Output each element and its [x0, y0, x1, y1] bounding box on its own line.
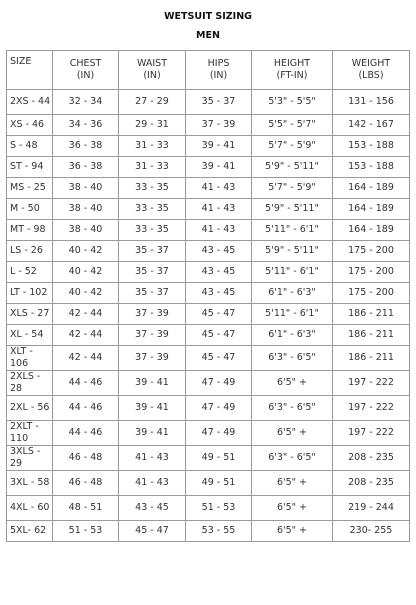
hips-cell: 47 - 49: [186, 421, 252, 446]
table-row: [7, 136, 410, 157]
height-cell: 6'5" +: [252, 371, 333, 396]
size-cell: LS - 26: [7, 241, 53, 262]
table-row: [7, 115, 410, 136]
table-row: [7, 199, 410, 220]
weight-cell: 186 - 211: [333, 325, 410, 346]
weight-cell: 142 - 167: [333, 115, 410, 136]
hips-cell: 47 - 49: [186, 396, 252, 421]
size-cell: S - 48: [7, 136, 53, 157]
waist-cell: 45 - 47: [119, 521, 186, 542]
height-cell: 6'1" - 6'3": [252, 325, 333, 346]
table-row: [7, 283, 410, 304]
size-cell: 2XL - 56: [7, 396, 53, 421]
hips-cell: 45 - 47: [186, 346, 252, 371]
hips-cell: 43 - 45: [186, 262, 252, 283]
size-cell: MS - 25: [7, 178, 53, 199]
header-hips-label: HIPS: [207, 58, 230, 69]
waist-cell: 31 - 33: [119, 136, 186, 157]
size-cell: LT - 102: [7, 283, 53, 304]
chest-cell: 38 - 40: [53, 199, 119, 220]
chest-cell: 34 - 36: [53, 115, 119, 136]
height-cell: 6'1" - 6'3": [252, 283, 333, 304]
hips-cell: 37 - 39: [186, 115, 252, 136]
hips-cell: 53 - 55: [186, 521, 252, 542]
table-row: [7, 346, 410, 371]
height-cell: 6'5" +: [252, 521, 333, 542]
weight-cell: 219 - 244: [333, 496, 410, 521]
waist-cell: 39 - 41: [119, 421, 186, 446]
table-body: [7, 90, 410, 542]
size-cell: 3XL - 58: [7, 471, 53, 496]
hips-cell: 41 - 43: [186, 220, 252, 241]
header-size: [7, 51, 53, 90]
hips-cell: 45 - 47: [186, 304, 252, 325]
size-cell: 2XS - 44: [7, 90, 53, 115]
weight-cell: 197 - 222: [333, 396, 410, 421]
waist-cell: 33 - 35: [119, 199, 186, 220]
table-row: [7, 157, 410, 178]
height-cell: 5'9" - 5'11": [252, 241, 333, 262]
weight-cell: 153 - 188: [333, 136, 410, 157]
table-header-row: [7, 51, 410, 90]
header-chest-unit: (IN): [76, 70, 95, 81]
chest-cell: 51 - 53: [53, 521, 119, 542]
chest-cell: 38 - 40: [53, 178, 119, 199]
hips-cell: 43 - 45: [186, 283, 252, 304]
size-cell: 2XLS - 28: [7, 371, 53, 396]
weight-cell: 164 - 189: [333, 199, 410, 220]
size-cell: M - 50: [7, 199, 53, 220]
hips-cell: 49 - 51: [186, 471, 252, 496]
waist-cell: 37 - 39: [119, 325, 186, 346]
table-row: [7, 90, 410, 115]
table-row: [7, 396, 410, 421]
height-cell: 5'3" - 5'5": [252, 90, 333, 115]
height-cell: 6'5" +: [252, 496, 333, 521]
height-cell: 5'11" - 6'1": [252, 220, 333, 241]
height-cell: 6'3" - 6'5": [252, 396, 333, 421]
header-weight-unit: (LBS): [358, 70, 384, 81]
table-row: [7, 521, 410, 542]
size-cell: ST - 94: [7, 157, 53, 178]
height-cell: 6'3" - 6'5": [252, 446, 333, 471]
size-cell: L - 52: [7, 262, 53, 283]
page-title: WETSUIT SIZING: [164, 11, 252, 22]
chest-cell: 40 - 42: [53, 262, 119, 283]
waist-cell: 35 - 37: [119, 262, 186, 283]
weight-cell: 175 - 200: [333, 262, 410, 283]
size-cell: 5XL- 62: [7, 521, 53, 542]
weight-cell: 208 - 235: [333, 446, 410, 471]
hips-cell: 39 - 41: [186, 136, 252, 157]
header-hips-unit: (IN): [209, 70, 228, 81]
table-row: [7, 325, 410, 346]
table-row: [7, 371, 410, 396]
chest-cell: 44 - 46: [53, 371, 119, 396]
weight-cell: 208 - 235: [333, 471, 410, 496]
table-row: [7, 220, 410, 241]
waist-cell: 39 - 41: [119, 396, 186, 421]
header-size-label: SIZE: [10, 56, 32, 67]
size-cell: 4XL - 60: [7, 496, 53, 521]
header-waist: [119, 51, 186, 90]
waist-cell: 41 - 43: [119, 446, 186, 471]
height-cell: 5'7" - 5'9": [252, 178, 333, 199]
height-cell: 6'5" +: [252, 421, 333, 446]
waist-cell: 33 - 35: [119, 178, 186, 199]
waist-cell: 31 - 33: [119, 157, 186, 178]
table-row: [7, 471, 410, 496]
chest-cell: 40 - 42: [53, 283, 119, 304]
chest-cell: 48 - 51: [53, 496, 119, 521]
waist-cell: 37 - 39: [119, 304, 186, 325]
hips-cell: 39 - 41: [186, 157, 252, 178]
size-cell: XLS - 27: [7, 304, 53, 325]
header-hips: [186, 51, 252, 90]
header-waist-label: WAIST: [136, 58, 167, 69]
chest-cell: 42 - 44: [53, 325, 119, 346]
waist-cell: 33 - 35: [119, 220, 186, 241]
hips-cell: 51 - 53: [186, 496, 252, 521]
weight-cell: 164 - 189: [333, 220, 410, 241]
height-cell: 5'11" - 6'1": [252, 262, 333, 283]
size-cell: MT - 98: [7, 220, 53, 241]
header-waist-unit: (IN): [143, 70, 161, 81]
waist-cell: 43 - 45: [119, 496, 186, 521]
hips-cell: 41 - 43: [186, 199, 252, 220]
table-row: [7, 421, 410, 446]
chest-cell: 38 - 40: [53, 220, 119, 241]
hips-cell: 45 - 47: [186, 325, 252, 346]
height-cell: 5'5" - 5'7": [252, 115, 333, 136]
weight-cell: 186 - 211: [333, 304, 410, 325]
header-weight: [333, 51, 410, 90]
header-height-unit: (FT-IN): [276, 70, 308, 81]
height-cell: 5'9" - 5'11": [252, 199, 333, 220]
size-cell: 2XLT - 110: [7, 421, 53, 446]
hips-cell: 49 - 51: [186, 446, 252, 471]
chest-cell: 40 - 42: [53, 241, 119, 262]
table-row: [7, 241, 410, 262]
hips-cell: 43 - 45: [186, 241, 252, 262]
weight-cell: 164 - 189: [333, 178, 410, 199]
height-cell: 5'9" - 5'11": [252, 157, 333, 178]
weight-cell: 197 - 222: [333, 371, 410, 396]
waist-cell: 29 - 31: [119, 115, 186, 136]
waist-cell: 27 - 29: [119, 90, 186, 115]
sizing-table: [6, 50, 410, 542]
table-row: [7, 446, 410, 471]
weight-cell: 230- 255: [333, 521, 410, 542]
hips-cell: 41 - 43: [186, 178, 252, 199]
header-weight-label: WEIGHT: [351, 58, 391, 69]
height-cell: 6'3" - 6'5": [252, 346, 333, 371]
header-height: [252, 51, 333, 90]
weight-cell: 131 - 156: [333, 90, 410, 115]
height-cell: 6'5" +: [252, 471, 333, 496]
waist-cell: 35 - 37: [119, 241, 186, 262]
weight-cell: 175 - 200: [333, 283, 410, 304]
hips-cell: 35 - 37: [186, 90, 252, 115]
weight-cell: 175 - 200: [333, 241, 410, 262]
height-cell: 5'11" - 6'1": [252, 304, 333, 325]
waist-cell: 41 - 43: [119, 471, 186, 496]
size-cell: XLT - 106: [7, 346, 53, 371]
chest-cell: 44 - 46: [53, 421, 119, 446]
size-cell: XS - 46: [7, 115, 53, 136]
chest-cell: 36 - 38: [53, 136, 119, 157]
table-row: [7, 304, 410, 325]
chest-cell: 44 - 46: [53, 396, 119, 421]
chest-cell: 36 - 38: [53, 157, 119, 178]
chest-cell: 46 - 48: [53, 446, 119, 471]
size-cell: 3XLS - 29: [7, 446, 53, 471]
table-row: [7, 178, 410, 199]
waist-cell: 39 - 41: [119, 371, 186, 396]
header-chest: [53, 51, 119, 90]
weight-cell: 186 - 211: [333, 346, 410, 371]
size-cell: XL - 54: [7, 325, 53, 346]
weight-cell: 153 - 188: [333, 157, 410, 178]
height-cell: 5'7" - 5'9": [252, 136, 333, 157]
table-row: [7, 496, 410, 521]
header-chest-label: CHEST: [69, 58, 102, 69]
waist-cell: 35 - 37: [119, 283, 186, 304]
chest-cell: 46 - 48: [53, 471, 119, 496]
weight-cell: 197 - 222: [333, 421, 410, 446]
page-subtitle: MEN: [196, 30, 220, 41]
table-row: [7, 262, 410, 283]
chest-cell: 32 - 34: [53, 90, 119, 115]
waist-cell: 37 - 39: [119, 346, 186, 371]
chest-cell: 42 - 44: [53, 346, 119, 371]
hips-cell: 47 - 49: [186, 371, 252, 396]
chest-cell: 42 - 44: [53, 304, 119, 325]
header-height-label: HEIGHT: [273, 58, 311, 69]
